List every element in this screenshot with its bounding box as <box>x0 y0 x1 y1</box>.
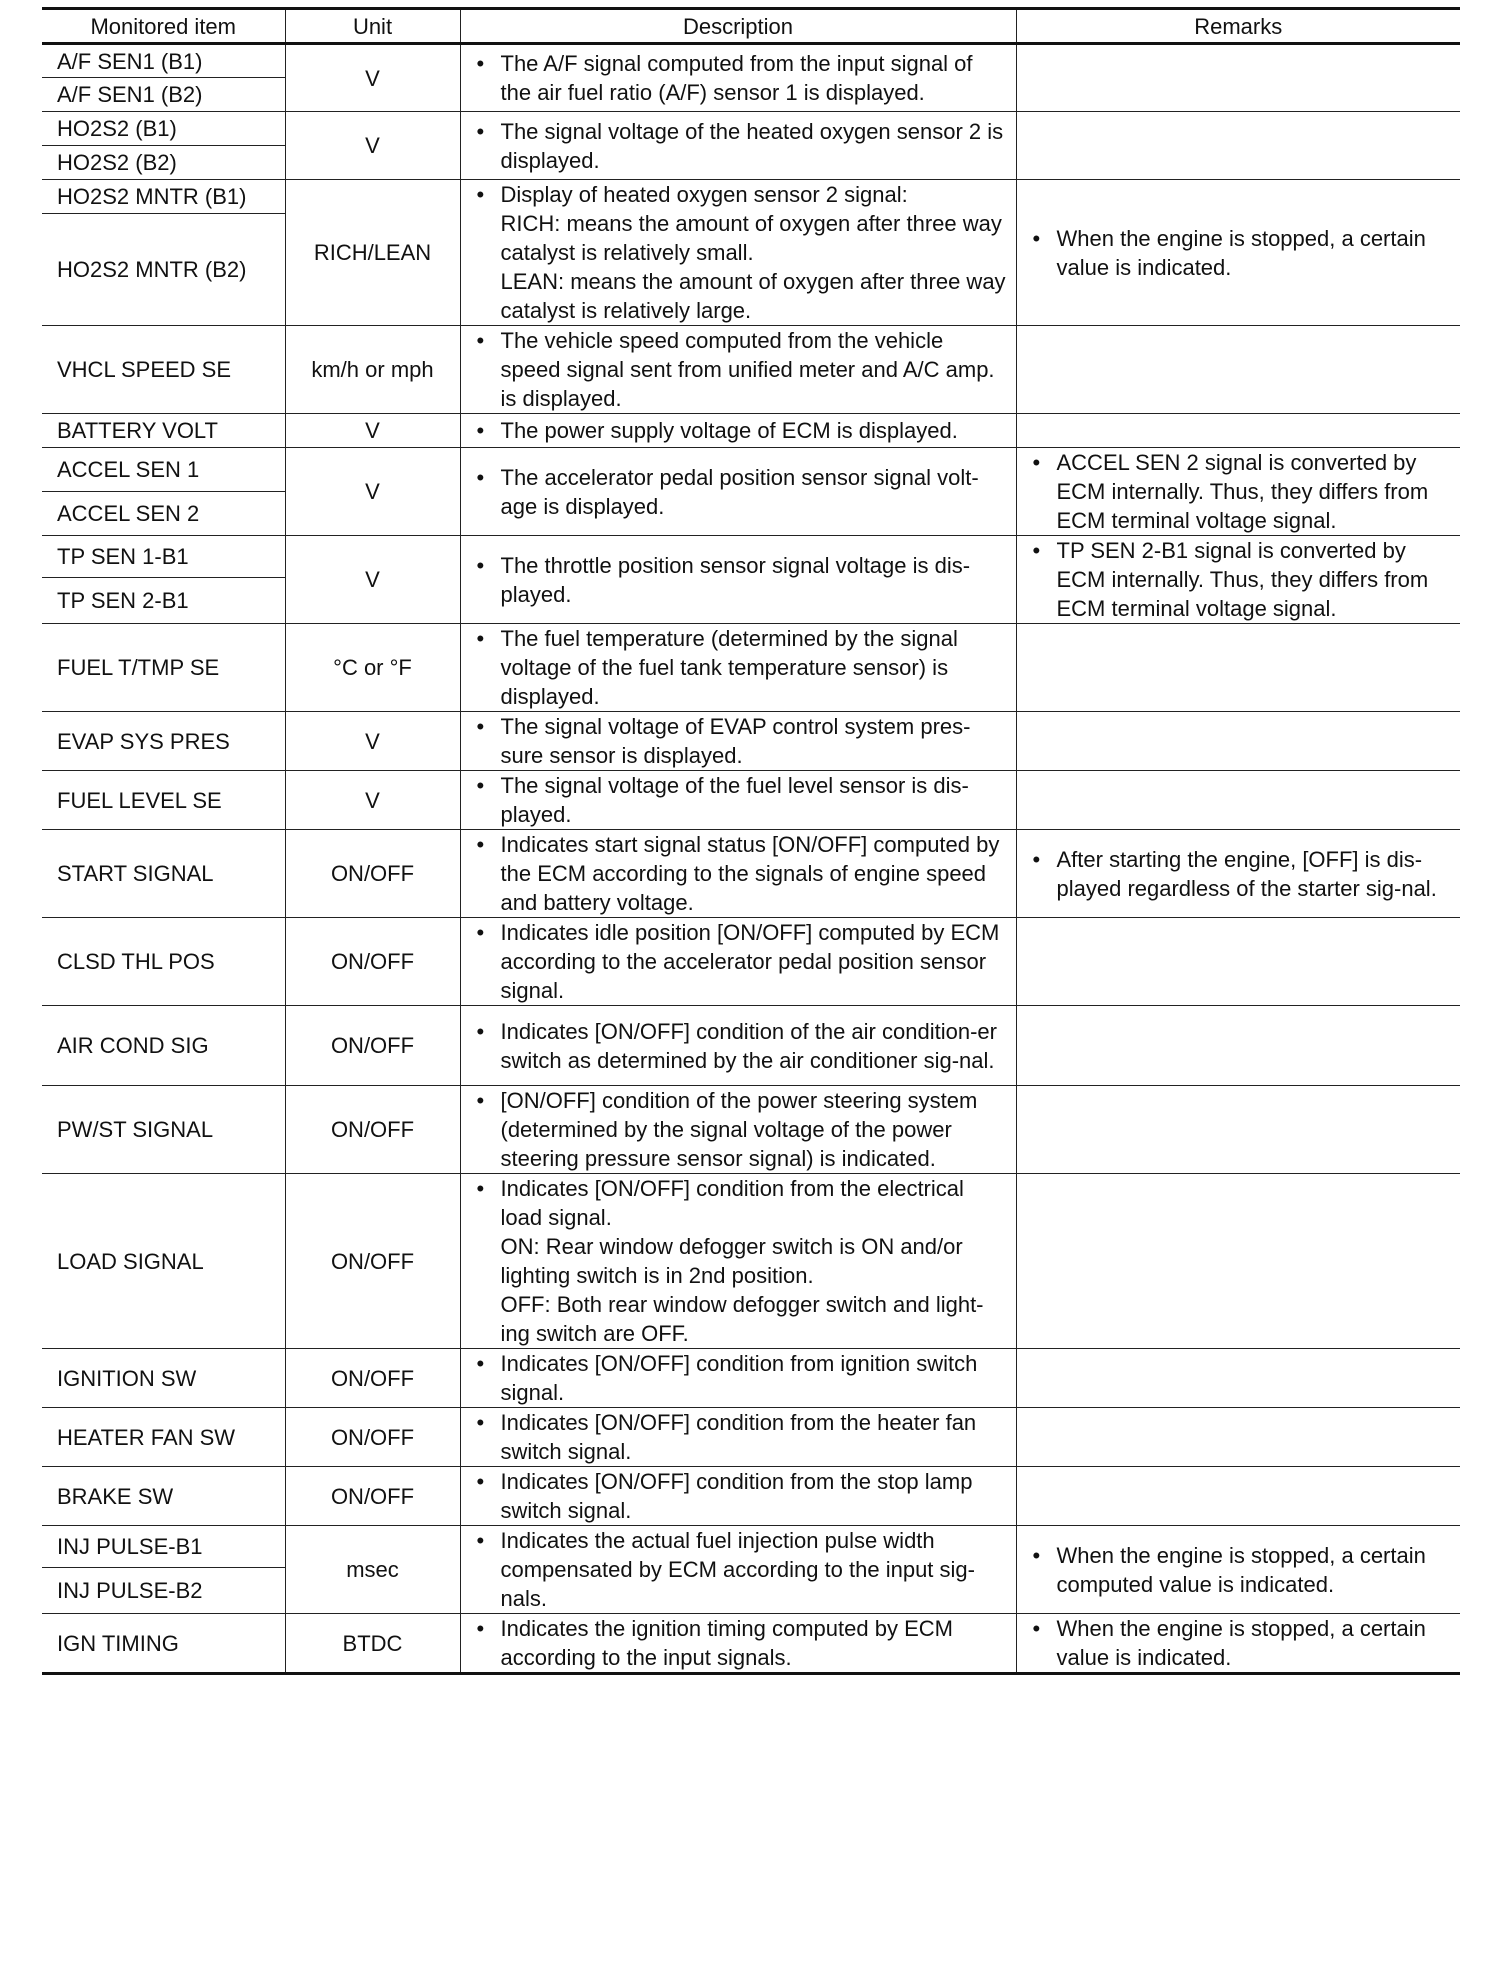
header-unit: Unit <box>285 9 460 44</box>
description-text <box>475 830 1008 917</box>
remarks-cell <box>1016 830 1460 918</box>
bullet-mark: • <box>476 328 485 353</box>
bullet-mark: • <box>476 1088 485 1113</box>
remarks-text <box>1031 845 1453 903</box>
description-text-line: [ON/OFF] condition of the power steering system (determined by the signal voltage of the power steering pressure sensor signal) is indicated. <box>500 1088 978 1171</box>
table-row <box>42 536 1460 578</box>
description-cell <box>460 448 1016 536</box>
bullet-mark: • <box>476 626 485 651</box>
description-cell <box>460 771 1016 830</box>
bullet-mark: • <box>1032 1542 1041 1568</box>
bullet-mark: • <box>476 552 485 578</box>
description-cell <box>460 112 1016 180</box>
description-text-line: OFF: Both rear window defogger switch and light-ing switch are OFF. <box>500 1292 984 1346</box>
monitored-item-cell: EVAP SYS PRES <box>57 728 230 754</box>
unit-cell: V <box>285 536 460 624</box>
remarks-cell <box>1016 44 1460 112</box>
table-row <box>42 918 1460 1006</box>
monitor-item-table-page <box>42 7 1460 1675</box>
bullet-mark: • <box>1032 1616 1041 1641</box>
description-cell <box>460 414 1016 448</box>
monitored-item-cell: A/F SEN1 (B2) <box>42 78 285 112</box>
remarks-cell <box>1016 1086 1460 1174</box>
unit-cell: °C or °F <box>285 624 460 712</box>
unit-cell: ON/OFF <box>285 1408 460 1467</box>
unit-cell: V <box>285 448 460 536</box>
monitored-item-cell: INJ PULSE-B1 <box>57 1533 203 1559</box>
description-text <box>475 117 1008 175</box>
description-text <box>475 712 1008 770</box>
unit-cell: ON/OFF <box>285 1174 460 1349</box>
description-text <box>475 1408 1008 1466</box>
remarks-cell <box>1016 771 1460 830</box>
description-text <box>475 416 1008 445</box>
table-row <box>42 712 1460 771</box>
remarks-cell <box>1016 624 1460 712</box>
description-text <box>475 624 1008 711</box>
unit-cell: ON/OFF <box>285 918 460 1006</box>
remarks-cell <box>1016 448 1460 536</box>
unit-cell: V <box>285 44 460 112</box>
bullet-mark: • <box>1032 450 1041 475</box>
table-row <box>42 1349 1460 1408</box>
remarks-cell <box>1016 1174 1460 1349</box>
description-text-line: Indicates [ON/OFF] condition from the electrical load signal. <box>500 1176 964 1230</box>
unit-cell: ON/OFF <box>285 1006 460 1086</box>
table-row <box>42 1614 1460 1674</box>
table-row <box>42 1408 1460 1467</box>
description-text <box>475 771 1008 829</box>
description-text <box>475 918 1008 1005</box>
description-cell <box>460 1526 1016 1614</box>
remarks-cell <box>1016 1408 1460 1467</box>
description-text <box>475 551 1008 609</box>
remarks-cell <box>1016 326 1460 414</box>
unit-cell: BTDC <box>285 1614 460 1674</box>
description-text-line: Display of heated oxygen sensor 2 signal: <box>500 182 908 207</box>
bullet-mark: • <box>476 832 485 857</box>
remarks-text <box>1031 448 1453 535</box>
description-text <box>475 1174 1008 1348</box>
remarks-cell <box>1016 1526 1460 1614</box>
description-text-line: Indicates the actual fuel injection pulse width compensated by ECM according to the input sig-nals. <box>500 1528 975 1611</box>
monitored-item-cell: PW/ST SIGNAL <box>57 1117 214 1142</box>
unit-cell: V <box>285 771 460 830</box>
description-text <box>475 326 1008 413</box>
unit-cell: V <box>285 414 460 448</box>
description-text <box>475 49 1008 107</box>
description-cell <box>460 1174 1016 1349</box>
bullet-mark: • <box>476 118 485 144</box>
remarks-cell <box>1016 536 1460 624</box>
description-text-line: Indicates idle position [ON/OFF] computed by ECM according to the accelerator pedal position sensor signal. <box>500 920 1000 1003</box>
table-row <box>42 180 1460 214</box>
bullet-mark: • <box>476 1616 485 1641</box>
monitored-item-cell: START SIGNAL <box>57 861 214 886</box>
monitored-item-cell: HO2S2 (B2) <box>42 146 285 180</box>
monitored-item-cell: BATTERY VOLT <box>57 418 218 443</box>
table-row <box>42 1086 1460 1174</box>
monitored-item-cell: HEATER FAN SW <box>57 1424 236 1450</box>
remarks-line: When the engine is stopped, a certain value is indicated. <box>1056 225 1426 280</box>
description-text-line: The signal voltage of the heated oxygen sensor 2 is displayed. <box>500 118 1004 173</box>
description-text <box>475 1526 1008 1613</box>
description-text-line: Indicates [ON/OFF] condition from the heater fan switch signal. <box>500 1410 977 1464</box>
unit-cell: ON/OFF <box>285 830 460 918</box>
header-remarks: Remarks <box>1016 9 1460 44</box>
remarks-cell <box>1016 1467 1460 1526</box>
table-row <box>42 624 1460 712</box>
description-text-line: The accelerator pedal position sensor signal volt-age is displayed. <box>500 464 979 519</box>
description-text-line: RICH: means the amount of oxygen after three way catalyst is relatively small. <box>500 211 1002 265</box>
bullet-mark: • <box>476 1528 485 1553</box>
description-text-line: Indicates [ON/OFF] condition from the stop lamp switch signal. <box>500 1469 973 1523</box>
description-text <box>475 1017 1008 1075</box>
monitored-item-cell: BRAKE SW <box>57 1483 174 1509</box>
monitored-item-cell: CLSD THL POS <box>57 949 215 974</box>
description-text-line: The fuel temperature (determined by the signal voltage of the fuel tank temperature sensor) is displayed. <box>500 626 958 709</box>
bullet-mark: • <box>476 51 485 76</box>
description-text <box>475 463 1008 521</box>
remarks-line: TP SEN 2-B1 signal is converted by ECM internally. Thus, they differs from ECM terminal voltage signal. <box>1056 538 1429 621</box>
monitored-item-cell: A/F SEN1 (B1) <box>57 48 203 74</box>
bullet-mark: • <box>1032 225 1041 251</box>
monitored-item-cell: FUEL LEVEL SE <box>57 787 222 813</box>
bullet-mark: • <box>476 1469 485 1494</box>
monitored-item-cell: VHCL SPEED SE <box>57 357 232 382</box>
description-text-line: ON: Rear window defogger switch is ON and/or lighting switch is in 2nd position. <box>500 1234 963 1288</box>
description-cell <box>460 1349 1016 1408</box>
description-cell <box>460 830 1016 918</box>
description-cell <box>460 1006 1016 1086</box>
monitored-item-cell: INJ PULSE-B2 <box>42 1567 285 1613</box>
description-text-line: Indicates [ON/OFF] condition from ignition switch signal. <box>500 1351 978 1405</box>
table-row <box>42 1467 1460 1526</box>
remarks-text <box>1031 1541 1453 1599</box>
remarks-line: After starting the engine, [OFF] is dis-played regardless of the starter sig-nal. <box>1056 846 1437 901</box>
description-text-line: The signal voltage of EVAP control system pres-sure sensor is displayed. <box>500 714 971 768</box>
bullet-mark: • <box>476 418 485 443</box>
table-row <box>42 771 1460 830</box>
description-cell <box>460 180 1016 326</box>
description-cell <box>460 326 1016 414</box>
header-monitored-item: Monitored item <box>90 13 236 39</box>
description-text-line: The A/F signal computed from the input signal of the air fuel ratio (A/F) sensor 1 is displayed. <box>500 51 973 105</box>
monitored-item-cell: HO2S2 (B1) <box>57 116 177 141</box>
description-text-line: Indicates [ON/OFF] condition of the air condition-er switch as determined by the air conditioner sig-nal. <box>500 1018 997 1073</box>
description-text-line: LEAN: means the amount of oxygen after three way catalyst is relatively large. <box>500 269 1006 323</box>
description-text-line: The throttle position sensor signal voltage is dis-played. <box>500 552 971 607</box>
bullet-mark: • <box>476 714 485 739</box>
description-text-line: The power supply voltage of ECM is displayed. <box>500 418 958 443</box>
remarks-cell <box>1016 414 1460 448</box>
remarks-line: When the engine is stopped, a certain value is indicated. <box>1056 1616 1426 1670</box>
unit-cell: msec <box>285 1526 460 1614</box>
bullet-mark: • <box>476 182 485 207</box>
table-row <box>42 326 1460 414</box>
remarks-cell <box>1016 918 1460 1006</box>
bullet-mark: • <box>476 1410 485 1435</box>
description-text-line: Indicates the ignition timing computed by ECM according to the input signals. <box>500 1616 953 1670</box>
description-cell <box>460 1467 1016 1526</box>
remarks-cell <box>1016 180 1460 326</box>
monitored-item-cell: TP SEN 2-B1 <box>42 577 285 623</box>
description-text <box>475 180 1008 325</box>
remarks-cell <box>1016 712 1460 771</box>
bullet-mark: • <box>1032 846 1041 872</box>
description-cell <box>460 536 1016 624</box>
description-text-line: The signal voltage of the fuel level sensor is dis-played. <box>500 773 969 827</box>
description-text <box>475 1086 1008 1173</box>
unit-cell: ON/OFF <box>285 1467 460 1526</box>
bullet-mark: • <box>476 1351 485 1376</box>
remarks-cell <box>1016 1006 1460 1086</box>
description-text-line: The vehicle speed computed from the vehicle speed signal sent from unified meter and A/C amp. is displayed. <box>500 328 995 411</box>
remarks-cell <box>1016 112 1460 180</box>
monitored-item-cell: HO2S2 MNTR (B1) <box>57 184 247 210</box>
remarks-text <box>1031 1614 1453 1672</box>
description-cell <box>460 918 1016 1006</box>
table-row <box>42 1526 1460 1568</box>
remarks-line: When the engine is stopped, a certain computed value is indicated. <box>1056 1542 1426 1597</box>
bullet-mark: • <box>476 773 485 798</box>
monitored-item-cell: IGN TIMING <box>57 1630 179 1656</box>
description-text-line: Indicates start signal status [ON/OFF] computed by the ECM according to the signals of engine speed and battery voltage. <box>500 832 1000 915</box>
monitored-item-cell: TP SEN 1-B1 <box>57 543 189 569</box>
monitor-item-table <box>42 7 1460 1675</box>
bullet-mark: • <box>476 1018 485 1044</box>
description-cell <box>460 624 1016 712</box>
monitored-item-cell: IGNITION SW <box>57 1365 197 1391</box>
table-row <box>42 448 1460 492</box>
description-text <box>475 1467 1008 1525</box>
bullet-mark: • <box>1032 538 1041 563</box>
bullet-mark: • <box>476 464 485 490</box>
remarks-text <box>1031 224 1453 282</box>
table-row <box>42 830 1460 918</box>
monitored-item-cell: LOAD SIGNAL <box>57 1248 204 1274</box>
monitored-item-cell: HO2S2 MNTR (B2) <box>42 214 285 326</box>
header-description: Description <box>460 9 1016 44</box>
description-text <box>475 1614 1008 1672</box>
monitored-item-cell: AIR COND SIG <box>57 1033 209 1058</box>
table-row <box>42 1006 1460 1086</box>
table-row <box>42 44 1460 78</box>
unit-cell: km/h or mph <box>285 326 460 414</box>
remarks-line: ACCEL SEN 2 signal is converted by ECM internally. Thus, they differs from ECM terminal voltage signal. <box>1056 450 1429 533</box>
table-row <box>42 414 1460 448</box>
description-cell <box>460 712 1016 771</box>
unit-cell: V <box>285 112 460 180</box>
description-cell <box>460 1408 1016 1467</box>
description-cell <box>460 44 1016 112</box>
unit-cell: RICH/LEAN <box>285 180 460 326</box>
description-cell <box>460 1614 1016 1674</box>
monitored-item-cell: FUEL T/TMP SE <box>57 655 220 680</box>
description-text <box>475 1349 1008 1407</box>
table-body <box>42 44 1460 1674</box>
unit-cell: ON/OFF <box>285 1349 460 1408</box>
table-row <box>42 1174 1460 1349</box>
monitored-item-cell: ACCEL SEN 1 <box>57 457 200 482</box>
bullet-mark: • <box>476 920 485 945</box>
remarks-cell <box>1016 1614 1460 1674</box>
unit-cell: ON/OFF <box>285 1086 460 1174</box>
remarks-cell <box>1016 1349 1460 1408</box>
unit-cell: V <box>285 712 460 771</box>
bullet-mark: • <box>476 1176 485 1201</box>
table-row <box>42 112 1460 146</box>
description-cell <box>460 1086 1016 1174</box>
monitored-item-cell: ACCEL SEN 2 <box>42 492 285 536</box>
remarks-text <box>1031 536 1453 623</box>
table-header <box>42 9 1460 44</box>
